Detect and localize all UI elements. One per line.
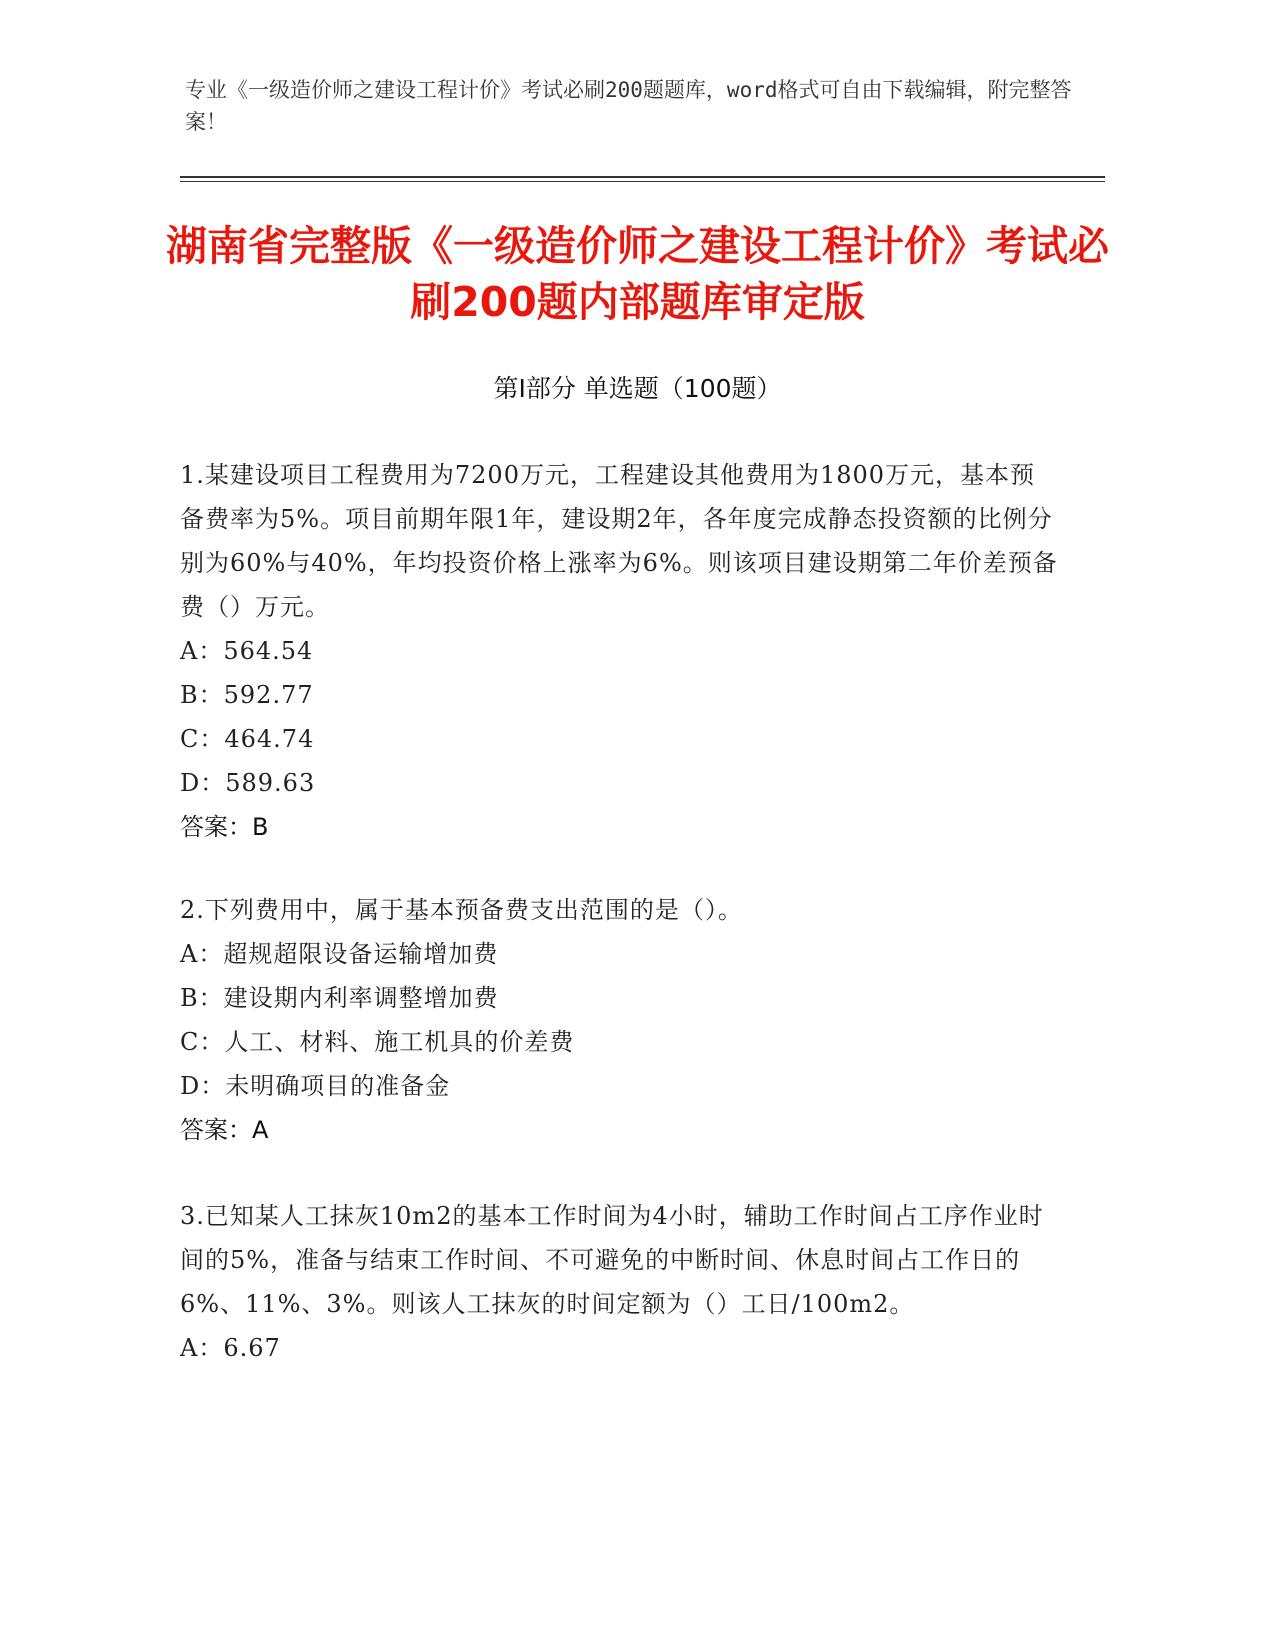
option-d: D：589.63 <box>180 769 316 797</box>
header-divider-thin <box>180 181 1105 182</box>
question-3 <box>180 1194 1060 1370</box>
document-title: 湖南省完整版《一级造价师之建设工程计价》考试必刷200题内部题库审定版 <box>166 222 1109 326</box>
header-divider-thick <box>180 176 1105 178</box>
question-stem: 1.某建设项目工程费用为7200万元，工程建设其他费用为1800万元，基本预备费率为5%。项目前期年限1年，建设期2年，各年度完成静态投资额的比例分别为60%与40%，年均投资价格上涨率为6%。则该项目建设期第二年价差预备费（）万元。 <box>180 461 1058 621</box>
option-b: B：592.77 <box>180 681 314 709</box>
option-b: B：建设期内利率调整增加费 <box>180 984 499 1012</box>
answer: 答案：A <box>180 1116 269 1144</box>
option-d: D：未明确项目的准备金 <box>180 1072 451 1100</box>
section-title: 第Ⅰ部分 单选题（100题） <box>493 374 782 403</box>
option-c: C：人工、材料、施工机具的价差费 <box>180 1028 575 1056</box>
question-stem: 3.已知某人工抹灰10m2的基本工作时间为4小时，辅助工作时间占工序作业时间的5%，准备与结束工作时间、不可避免的中断时间、休息时间占工作日的6%、11%、3%。则该人工抹灰的时间定额为（）工日/100m2。 <box>180 1202 1044 1318</box>
question-2 <box>180 888 1060 1152</box>
question-stem: 2.下列费用中，属于基本预备费支出范围的是（）。 <box>180 896 743 924</box>
option-a: A：564.54 <box>180 637 314 665</box>
option-a: A：超规超限设备运输增加费 <box>180 940 499 968</box>
question-1 <box>180 453 1060 849</box>
option-a: A：6.67 <box>180 1334 281 1362</box>
header-note: 专业《一级造价师之建设工程计价》考试必刷200题题库，word格式可自由下载编辑，附完整答案！ <box>185 78 1072 134</box>
answer: 答案：B <box>180 813 269 841</box>
option-c: C：464.74 <box>180 725 315 753</box>
